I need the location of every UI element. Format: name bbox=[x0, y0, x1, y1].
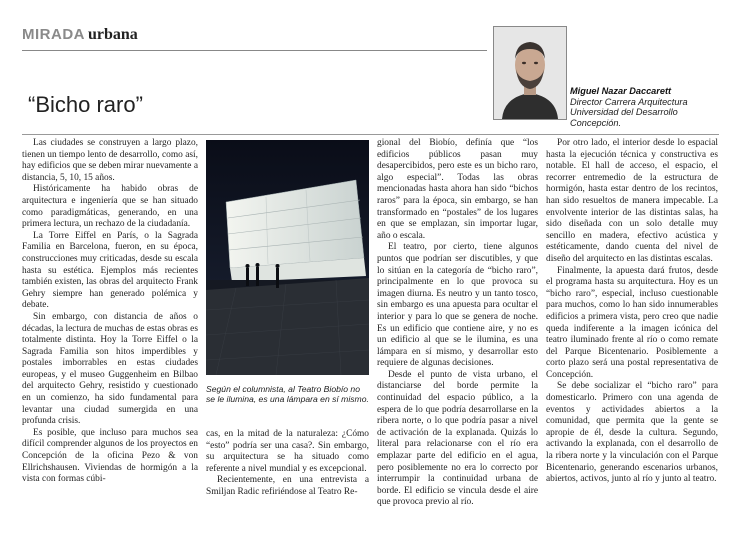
section-name-mirada: MIRADA bbox=[22, 26, 85, 43]
photo-caption: Según el columnista, al Teatro Biobío no se le ilumina, es una lámpara en sí mismo. bbox=[206, 384, 369, 405]
paragraph: cas, en la mitad de la naturaleza: ¿Cómo “esto” podría ser una casa?. Sin embargo, su arquitectura se ha situado como referente a nivel mundial y es excepcional. bbox=[206, 429, 369, 474]
paragraph: Sin embargo, con distancia de años o décadas, la lectura de muchas de estas obras es totalmente distinta. Hoy la Torre Eiffel o la Sagrada Familia son hitos imperdibles y postales imborrables en estas ciudades europeas, y el museo Guggenheim en Bilbao del arquitecto Gehry, resistido y cuestionado en un comienzo, ha sido fundamental para levantar una ciudad sumergida en una profunda crisis. bbox=[22, 311, 198, 427]
article-column-1 bbox=[22, 138, 198, 486]
paragraph: El teatro, por cierto, tiene algunos puntos que podrían ser discutibles, y que lo sitúan en la categoría de “bicho raro”, principalmente en lo que provoca su imagen diurna. Es neutro y un tanto tosco, sin embargo es una apuesta para ocultar el interior y para lo que se genera de noche. Es un edificio que contiene aire, y no es un edificio al que se le ilumina, es una lámpara en sí mismo, y desarrollar esto requiere de algunas decisiones. bbox=[377, 242, 538, 369]
paragraph: Por otro lado, el interior desde lo espacial hasta la ejecución técnica y constructiva es notable. El hall de acceso, el espacio, el recorrer entremedio de la estructura de hormigón, hasta estar dentro de los recintos, han sido resueltos de manera impecable. La envolvente interior de las distintas salas, ha sido diseñada con un solo detalle muy sencillo en madera, efectivo acústica y estéticamente, dando cuenta del nivel de diseño del arquitecto en las distintas escalas. bbox=[546, 138, 718, 264]
article-column-2-continuation bbox=[206, 429, 369, 499]
author-portrait bbox=[493, 26, 567, 120]
paragraph: Recientemente, en una entrevista a Smiljan Radic refiriéndose al Teatro Re- bbox=[206, 475, 369, 497]
author-block bbox=[570, 86, 688, 128]
author-role-line-3: Concepción. bbox=[570, 117, 622, 128]
paragraph: Finalmente, la apuesta dará frutos, desde el programa hasta su arquitectura. Hoy es un “bicho raro”, especial, incluso cuestionable para muchos, como lo han sido innumerables edificios a primera vista, pero creo que nadie queda indiferente a la imagen icónica del teatro iluminado frente al río o como remate del Parque Bicentenario. Posiblemente a corto plazo será una postal representativa de Concepción. bbox=[546, 265, 718, 380]
author-role-line-2: Universidad del Desarrollo bbox=[570, 107, 678, 117]
header-rule bbox=[22, 50, 487, 51]
author-role-line-1: Director Carrera Arquitectura bbox=[570, 96, 688, 107]
building-night-illustration bbox=[206, 140, 369, 375]
article-title: “Bicho raro” bbox=[28, 92, 143, 117]
paragraph: Se debe socializar el “bicho raro” para domesticarlo. Primero con una agenda de eventos y actividades abiertos a la comunidad, que permita que la gente se apropie de él, desde la cultura. Segundo, activando la explanada, con el desarrollo de la ribera norte y la vinculación con el Parque Bicentenario, generando escenarios urbanos, abiertos, activos, junto al río y junto al teatro. bbox=[546, 381, 718, 485]
paragraph: Históricamente ha habido obras de arquitectura e ingeniería que se han situado como paradigmáticas, generando, en una primera lectura, un rechazo de la ciudadanía. bbox=[22, 184, 198, 230]
paragraph: gional del Biobío, definía que “los edificios públicos pasan muy desapercibidos, pero este es un bicho raro, algo especial”. Todas las obras mencionadas hasta ahora han sido “bichos raros” para la época, sin embargo, se han transformado en “postales” de los lugares en que se emplazan, sin importar lugar, año o escala. bbox=[377, 138, 538, 241]
section-header bbox=[22, 26, 138, 48]
paragraph: Las ciudades se construyen a largo plazo, tienen un tiempo lento de desarrollo, como así, hay edificios que se deben mirar nuevamente a distancia, 5, 10, 15 años. bbox=[22, 138, 198, 183]
author-name: Miguel Nazar Daccarett bbox=[570, 86, 672, 96]
title-rule bbox=[22, 134, 719, 135]
portrait-illustration bbox=[494, 27, 566, 119]
teatro-biobio-photo bbox=[206, 140, 369, 375]
article-column-4 bbox=[546, 138, 718, 486]
paragraph: Desde el punto de vista urbano, el distanciarse del borde permite la continuidad del espacio público, a la espera de lo que podría desarrollarse en la ribera norte, o lo que podría pasar a nivel de activación de la explanada. Quizás lo literal para relacionarse con el río era emplazar parte del edificio en el agua, pero posiblemente no era lo correcto por interrumpir la continuidad urbana de borde. El edificio se vincula desde el aire que provoca previo al río. bbox=[377, 369, 538, 508]
section-name-urbana: urbana bbox=[88, 26, 138, 43]
paragraph: La Torre Eiffel en París, o la Sagrada Familia en Barcelona, fueron, en su época, construcciones muy criticadas, desde su escala hasta su estética. Ejemplos más recientes también existen, las obras del arquitecto Frank Gehry siempre han generado polémica y debate. bbox=[22, 230, 198, 311]
article-column-3 bbox=[377, 138, 538, 509]
paragraph: Es posible, que incluso para muchos sea difícil comprender algunos de los proyectos en Concepción de la oficina Pezo & von Ellrichshausen. Viviendas de hormigón a la vista con formas cúbi- bbox=[22, 427, 198, 485]
